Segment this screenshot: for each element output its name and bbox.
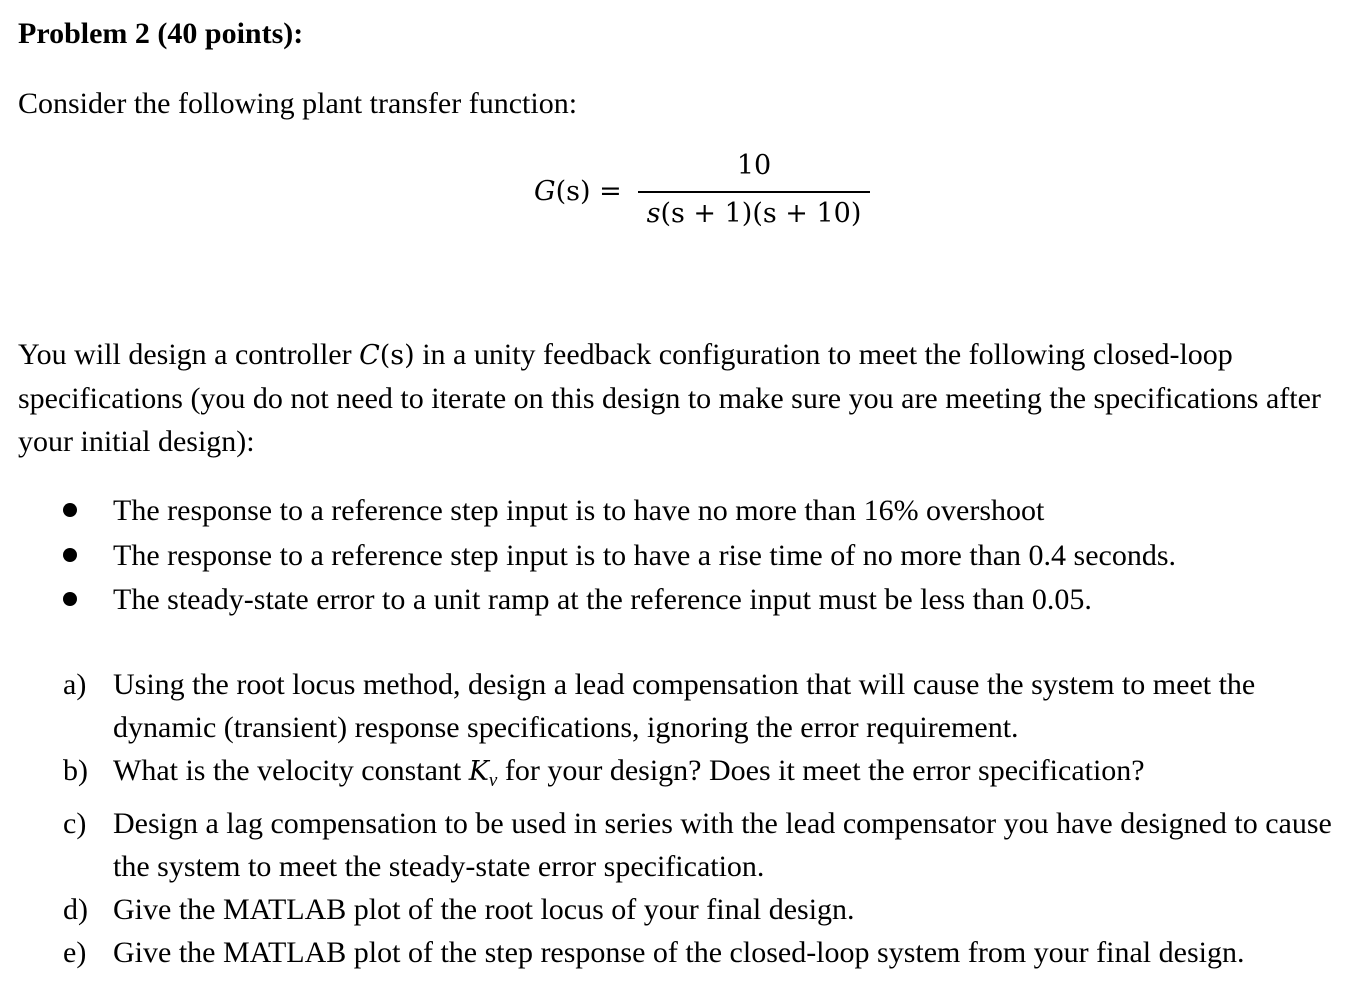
question-item-d <box>0 888 1363 931</box>
question-text: Design a lag compensation to be used in series with the lead compensator you have designed to cause the system to meet the steady-state error specification. <box>113 807 1332 883</box>
controller-arg: (s) <box>379 340 415 371</box>
problem-title: Problem 2 (40 points): <box>18 17 304 50</box>
bullet-icon <box>63 548 77 562</box>
question-text-after: for your design? Does it meet the error specification? <box>497 754 1145 787</box>
controller-symbol: C <box>359 340 380 371</box>
denominator-rest: (s + 1)(s + 10) <box>660 198 862 229</box>
question-letter: d) <box>63 893 88 926</box>
denominator-prefix: s <box>646 198 661 229</box>
equation-lhs-symbol: G <box>534 176 556 207</box>
equation-numerator: 10 <box>736 150 772 181</box>
specification-text: The response to a reference step input is to have no more than 16% overshoot <box>113 494 1045 527</box>
question-text: Give the MATLAB plot of the root locus of your final design. <box>113 893 855 926</box>
velocity-constant-symbol: K <box>468 756 489 787</box>
question-item-b <box>0 749 1363 802</box>
question-text <box>113 749 1345 802</box>
velocity-constant-subscript: v <box>488 770 498 791</box>
equation-denominator <box>638 198 870 229</box>
bullet-icon <box>63 503 77 517</box>
specification-item <box>0 489 1363 534</box>
specification-text: The steady-state error to a unit ramp at the reference input must be less than 0.05. <box>113 583 1092 616</box>
description-part1: You will design a controller <box>18 338 360 371</box>
question-text-before: What is the velocity constant <box>113 754 469 787</box>
question-text: Give the MATLAB plot of the step response of the closed-loop system from your final design. <box>113 936 1245 969</box>
question-item-e <box>0 931 1363 974</box>
equation-lhs-arg: (s) <box>555 176 591 207</box>
design-description <box>18 333 1348 463</box>
fraction-bar <box>638 191 870 193</box>
question-item-a <box>0 663 1363 749</box>
question-letter: c) <box>63 807 87 840</box>
specifications-list <box>0 489 1363 623</box>
specification-item <box>0 578 1363 623</box>
intro-text: Consider the following plant transfer function: <box>18 87 578 120</box>
question-letter: b) <box>63 754 88 787</box>
description-part2: in a unity feedback configuration to meet the following closed-loop specifications (you do not need to iterate on this design to make sure you are meeting the specifications after your initial design): <box>18 338 1321 458</box>
transfer-function-equation <box>534 146 874 236</box>
question-text: Using the root locus method, design a lead compensation that will cause the system to meet the dynamic (transient) response specifications, ignoring the error requirement. <box>113 668 1256 744</box>
equation-equals: = <box>599 176 622 207</box>
question-letter: a) <box>63 668 87 701</box>
questions-list <box>0 663 1363 974</box>
equation-lhs <box>534 176 622 207</box>
question-item-c <box>0 802 1363 888</box>
bullet-icon <box>63 592 77 606</box>
specification-item <box>0 534 1363 579</box>
specification-text: The response to a reference step input is to have a rise time of no more than 0.4 seconds. <box>113 538 1176 572</box>
question-letter: e) <box>63 936 87 969</box>
